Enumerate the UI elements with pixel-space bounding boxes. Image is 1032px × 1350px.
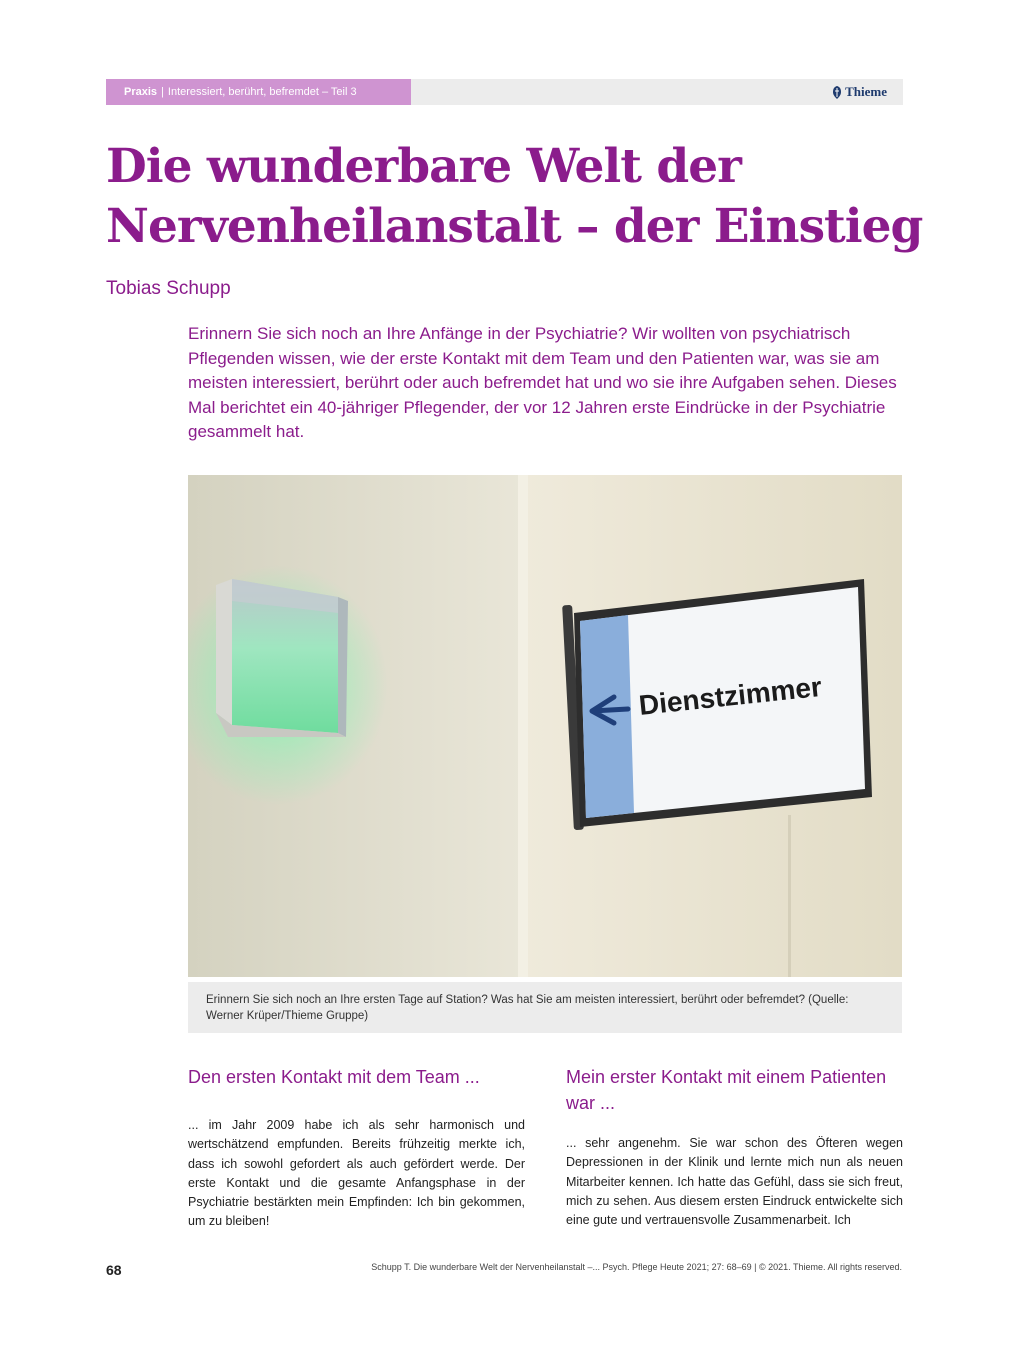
sign-text: Dienstzimmer [637, 670, 824, 721]
section-patient [566, 1064, 903, 1230]
section-heading: Den ersten Kontakt mit dem Team ... [188, 1067, 480, 1087]
logo-text: Thieme [845, 84, 887, 99]
section-heading: Mein erster Kontakt mit einem Patienten war ... [566, 1067, 887, 1113]
section-separator: | [161, 86, 164, 98]
series-label: Interessiert, berührt, befremdet – Teil 3 [167, 86, 357, 98]
section-body: ... im Jahr 2009 habe ich als sehr harmonisch und wertschätzend empfunden. Bereits frühzeitig merkte ich, dass ich sowohl gefordert als auch gefördert werde. Der erste Kontakt und die gesamte Anfangsphase in der Psychiatrie bestärkten mein Empfinden: Ich bin gekommen, um zu bleiben! [188, 1118, 525, 1229]
thieme-emblem-icon [832, 86, 842, 99]
article-lead: Erinnern Sie sich noch an Ihre Anfänge in der Psychiatrie? Wir wollten von psychiatrisch Pflegenden wissen, wie der erste Kontakt mit dem Team und den Patienten war, was sie am meisten interessiert, berührt oder auch befremdet hat und wo sie ihre Aufgaben sehen. Dieses Mal berichtet ein 40-jähriger Pflegender, der vor 12 Jahren erste Eindrücke in der Psychiatrie gesammelt hat. [188, 324, 897, 441]
article-photo [188, 475, 902, 977]
article-author: Tobias Schupp [106, 278, 231, 299]
figure-caption: Erinnern Sie sich noch an Ihre ersten Tage auf Station? Was hat Sie am meisten interessiert, berührt oder befremdet? (Quelle: Werner Krüper/Thieme Gruppe) [188, 982, 902, 1033]
section-label: Praxis [124, 86, 158, 98]
page-number: 68 [106, 1262, 122, 1278]
article-title: Die wunderbare Welt der Nervenheilanstalt – der Einstieg [106, 139, 923, 254]
section-body: ... sehr angenehm. Sie war schon des Öfteren wegen Depressionen in der Klinik und lernte mich nun als neuen Mitarbeiter kennen. Ich hatte das Gefühl, dass sie sich freut, mich zu sehen. Aus diesem ersten Eindruck entwickelte sich eine gute und vertrauensvolle Zusammenarbeit. Ich [566, 1136, 903, 1228]
photo-illustration [188, 475, 902, 977]
header-bar [106, 79, 903, 105]
section-team [188, 1064, 525, 1232]
section-tag [106, 79, 411, 105]
footer-citation: Schupp T. Die wunderbare Welt der Nervenheilanstalt –... Psych. Pflege Heute 2021; 27: 68–69 | © 2021. Thieme. All rights reserved. [371, 1262, 902, 1272]
thieme-logo [832, 79, 887, 105]
